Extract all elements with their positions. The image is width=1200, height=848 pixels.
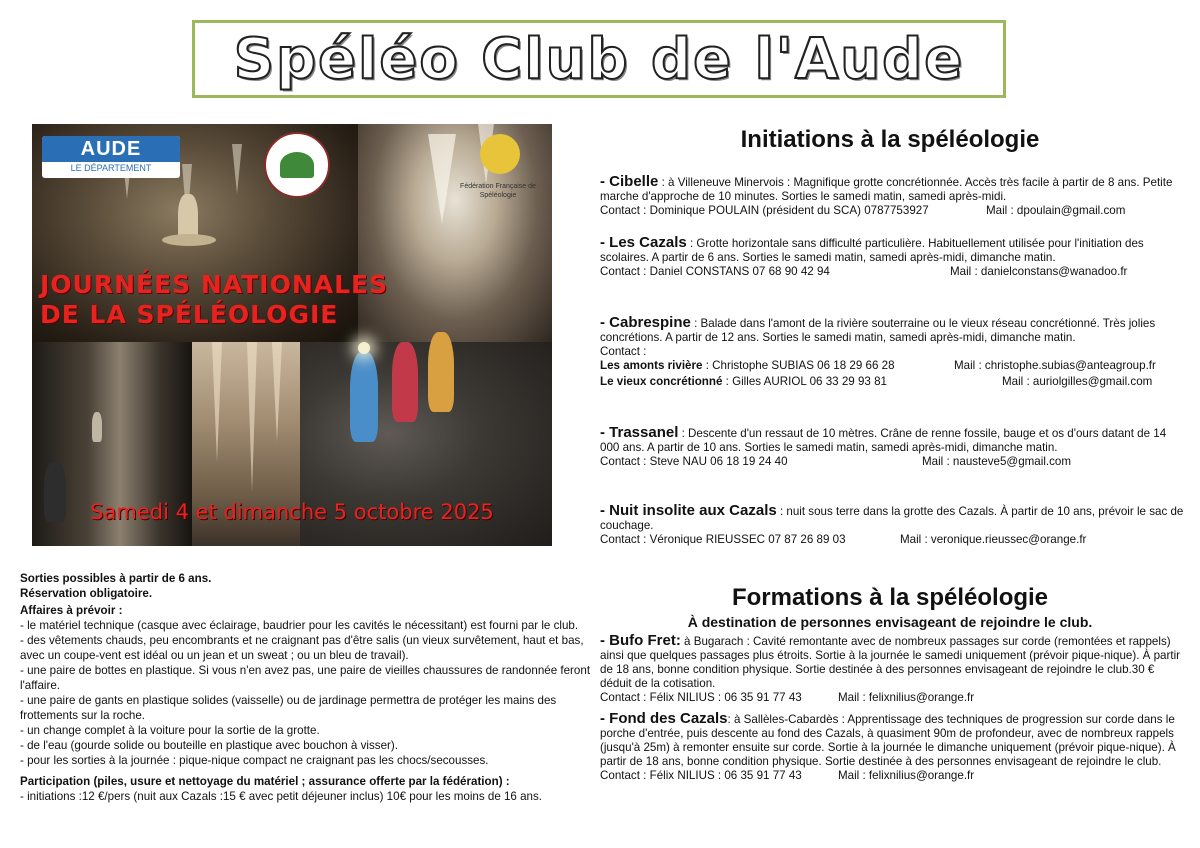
- entry-description: : à Villeneuve Minervois : Magnifique grotte concrétionnée. Accès très facile à partir de 8 ans. Petite marche d'approche de 10 minutes. Sorties le samedi matin, samedi après-midi.: [600, 176, 1173, 203]
- aude-logo-text: AUDE: [42, 136, 180, 162]
- contact-row: [600, 375, 1185, 389]
- info-min-age: Sorties possibles à partir de 6 ans.: [20, 572, 212, 585]
- contact-text: Contact : Daniel CONSTANS 07 68 90 42 94: [600, 265, 830, 278]
- club-logo-emblem: [280, 152, 314, 178]
- poster-headline: [40, 270, 540, 330]
- entry-description: à Bugarach : Cavité remontante avec de nombreux passages sur corde (remontées et rappels) ainsi que quelques passages plus étroits. Sortie à la journée le samedi uniquement (prévoir pique-nique). À partir de 18 ans, bonne condition physique. Sortie destinée à des personnes envisageant de rejoindre le club.30 € déduit de la cotisation.: [600, 635, 1181, 690]
- contact-text: Contact : Véronique RIEUSSEC 07 87 26 89 03: [600, 533, 846, 546]
- entry-name: - Fond des Cazals: [600, 710, 728, 727]
- contact-row: [600, 359, 1185, 375]
- entry-bufo-fret: [600, 634, 1185, 705]
- ffs-logo-text: Fédération Française de Spéléologie: [460, 183, 536, 199]
- entry-name: - Cibelle: [600, 173, 659, 190]
- contact-sublabel: Le vieux concrétionné: [600, 375, 723, 388]
- contact-row: [600, 455, 1185, 469]
- affaires-item: - des vêtements chauds, peu encombrants et ne craignant pas d'être salis (un vieux survêtement, haut et bas, avec un coupe-vent est idéal ou un jean et un sweat ; ou un bleu de travail).: [20, 634, 584, 662]
- contact-text: Contact : Steve NAU 06 18 19 24 40: [600, 455, 788, 468]
- entry-name: - Nuit insolite aux Cazals: [600, 502, 777, 519]
- poster-headline-line1: JOURNÉES NATIONALES: [40, 270, 389, 299]
- entry-cibelle: [600, 175, 1185, 218]
- contact-row: [600, 533, 1185, 547]
- entry-trassanel: [600, 426, 1185, 469]
- affaires-heading: Affaires à prévoir :: [20, 604, 123, 617]
- aude-logo-subtitle: LE DÉPARTEMENT: [70, 163, 152, 173]
- formations-subheading: À destination de personnes envisageant de rejoindre le club.: [687, 614, 1093, 630]
- speleo-club-aude-logo: [264, 132, 330, 198]
- title-banner: [192, 20, 1006, 98]
- participation-text: - initiations :12 €/pers (nuit aux Cazals :15 € avec petit déjeuner inclus) 10€ pour les moins de 16 ans.: [20, 790, 543, 803]
- formations-heading: Formations à la spéléologie: [731, 584, 1049, 611]
- contact-mail: Mail : veronique.rieussec@orange.fr: [900, 533, 1087, 546]
- affaires-item: - un change complet à la voiture pour la sortie de la grotte.: [20, 724, 320, 737]
- affaires-item: - le matériel technique (casque avec éclairage, baudrier pour les cavités le nécessitant) est fourni par le club.: [20, 619, 579, 632]
- initiations-heading: Initiations à la spéléologie: [740, 126, 1040, 153]
- page-title: Spéléo Club de l'Aude: [233, 26, 965, 92]
- entry-name: - Cabrespine: [600, 314, 691, 331]
- ffs-logo: [480, 134, 520, 174]
- entry-description: : nuit sous terre dans la grotte des Cazals. À partir de 10 ans, prévoir le sac de couchage.: [600, 505, 1184, 532]
- entry-fond-des-cazals: [600, 712, 1185, 783]
- contact-row: [600, 769, 1185, 783]
- contact-text: : Gilles AURIOL 06 33 29 93 81: [722, 375, 887, 388]
- contact-row: [600, 691, 1185, 705]
- participation-heading: Participation (piles, usure et nettoyage du matériel ; assurance offerte par la fédération) :: [20, 775, 510, 788]
- contact-row: [600, 265, 1185, 279]
- contact-mail: Mail : dpoulain@gmail.com: [986, 204, 1126, 217]
- entry-cabrespine: [600, 316, 1185, 389]
- entry-name: - Trassanel: [600, 424, 679, 441]
- poster-date: Samedi 4 et dimanche 5 octobre 2025: [90, 500, 494, 524]
- aude-department-logo: [42, 136, 180, 178]
- poster-headline-line2: DE LA SPÉLÉOLOGIE: [40, 300, 339, 329]
- contact-text: Contact : Dominique POULAIN (président du SCA) 0787753927: [600, 204, 929, 217]
- affaires-item: - pour les sorties à la journée : pique-nique compact ne craignant pas les chocs/secousses.: [20, 754, 489, 767]
- practical-info: [20, 571, 600, 804]
- contact-text: Contact : Félix NILIUS : 06 35 91 77 43: [600, 769, 802, 782]
- contact-mail: Mail : auriolgilles@gmail.com: [1002, 375, 1153, 388]
- affaires-item: - une paire de bottes en plastique. Si vous n'en avez pas, une paire de vieilles chaussures de randonnée feront l'affaire.: [20, 664, 591, 692]
- entry-name: - Bufo Fret:: [600, 632, 681, 649]
- entry-description: : Descente d'un ressaut de 10 mètres. Crâne de renne fossile, bauge et os d'ours datant de 14 000 ans. A partir de 10 ans. Sorties le samedi matin, samedi après-midi, dimanche matin.: [600, 427, 1167, 454]
- affaires-item: - une paire de gants en plastique solides (vaisselle) ou de jardinage permettra de protéger les mains des frottements sur la roche.: [20, 694, 557, 722]
- contact-sublabel: Les amonts rivière: [600, 359, 703, 372]
- entry-les-cazals: [600, 236, 1185, 279]
- contact-mail: Mail : felixnilius@orange.fr: [838, 769, 975, 782]
- contact-label: Contact :: [600, 345, 647, 358]
- contact-mail: Mail : danielconstans@wanadoo.fr: [950, 265, 1128, 278]
- poster-image: [32, 124, 552, 546]
- affaires-item: - de l'eau (gourde solide ou bouteille en plastique avec bouchon à visser).: [20, 739, 398, 752]
- contact-mail: Mail : nausteve5@gmail.com: [922, 455, 1072, 468]
- entry-name: - Les Cazals: [600, 234, 687, 251]
- entry-nuit-insolite: [600, 504, 1185, 547]
- contact-text: : Christophe SUBIAS 06 18 29 66 28: [702, 359, 895, 372]
- contact-mail: Mail : christophe.subias@anteagroup.fr: [954, 359, 1156, 372]
- entry-description: : à Sallèles-Cabardès : Apprentissage des techniques de progression sur corde dans le porche d'entrée, puis descente au fond des Cazals, à quasiment 90m de profondeur, avec de nombreux rappels (jusqu'à 25m) à remonter ensuite sur corde. Sortie à la journée le dimanche uniquement (prévoir pique-nique). À partir de 18 ans, bonne condition physique. Sortie destinée à des personnes envisageant de rejoindre le club.: [600, 713, 1176, 768]
- contact-row: [600, 204, 1185, 218]
- contact-mail: Mail : felixnilius@orange.fr: [838, 691, 975, 704]
- entry-description: : Balade dans l'amont de la rivière souterraine ou le vieux réseau concrétionné. Très jolies concrétions. A partir de 12 ans. Sorties le samedi matin, samedi après-midi, dimanche matin.: [600, 317, 1156, 344]
- entry-description: : Grotte horizontale sans difficulté particulière. Habituellement utilisée pour l'initiation des scolaires. A partir de 6 ans. Sorties le samedi matin, samedi après-midi, dimanche matin.: [600, 237, 1144, 264]
- info-reservation: Réservation obligatoire.: [20, 587, 153, 600]
- contact-text: Contact : Félix NILIUS : 06 35 91 77 43: [600, 691, 802, 704]
